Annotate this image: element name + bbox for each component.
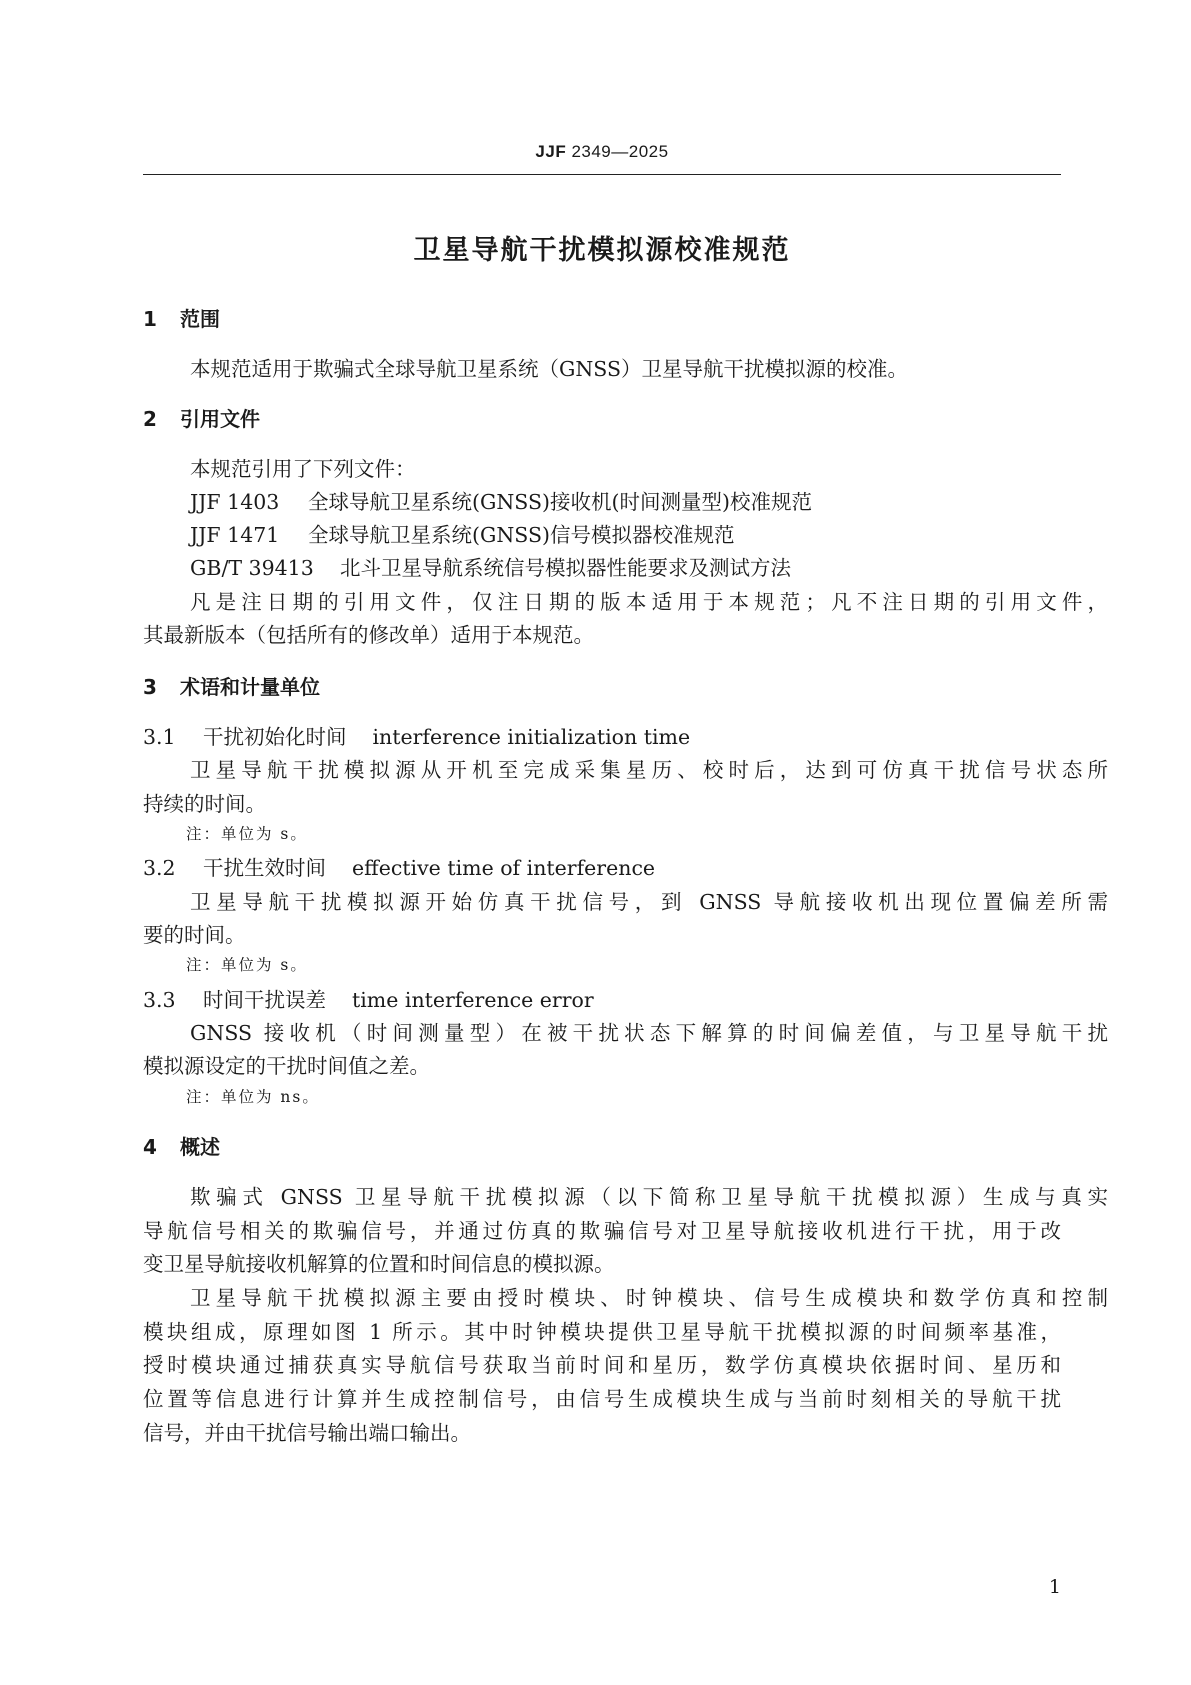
term-heading bbox=[143, 720, 1061, 750]
section-title: 引用文件 bbox=[180, 407, 260, 431]
header-code: JJF bbox=[535, 142, 567, 161]
term-definition-line: 卫星导航干扰模拟源开始仿真干扰信号，到 GNSS 导航接收机出现位置偏差所需 bbox=[190, 890, 1108, 914]
term-definition-line: GNSS 接收机（时间测量型）在被干扰状态下解算的时间偏差值，与卫星导航干扰 bbox=[190, 1021, 1108, 1045]
overview-paragraph-line: 欺骗式 GNSS 卫星导航干扰模拟源（以下简称卫星导航干扰模拟源）生成与真实 bbox=[190, 1185, 1108, 1209]
term-definition-line: 要的时间。 bbox=[143, 923, 246, 947]
reference-code: JJF 1471 bbox=[190, 523, 280, 547]
section-number: 4 bbox=[143, 1135, 157, 1159]
term-chinese: 干扰初始化时间 bbox=[203, 725, 347, 749]
reference-name: 全球导航卫星系统(GNSS)信号模拟器校准规范 bbox=[308, 523, 735, 547]
overview-paragraph-line: 信号，并由干扰信号输出端口输出。 bbox=[143, 1421, 471, 1445]
reference-item bbox=[143, 485, 1108, 515]
term-definition-line: 持续的时间。 bbox=[143, 792, 266, 816]
term-heading bbox=[143, 851, 1061, 881]
reference-name: 全球导航卫星系统(GNSS)接收机(时间测量型)校准规范 bbox=[308, 490, 813, 514]
header-rule bbox=[143, 174, 1061, 175]
section-number: 2 bbox=[143, 407, 157, 431]
overview-paragraph-line: 导航信号相关的欺骗信号，并通过仿真的欺骗信号对卫星导航接收机进行干扰，用于改 bbox=[143, 1219, 1061, 1243]
section-3-heading bbox=[143, 671, 320, 700]
header-number: 2349—2025 bbox=[571, 142, 669, 161]
section-1-text: 本规范适用于欺骗式全球导航卫星系统（GNSS）卫星导航干扰模拟源的校准。 bbox=[190, 357, 909, 381]
section-2-heading bbox=[143, 403, 260, 432]
overview-paragraph-line: 变卫星导航接收机解算的位置和时间信息的模拟源。 bbox=[143, 1252, 615, 1276]
term-definition-line: 模拟源设定的干扰时间值之差。 bbox=[143, 1054, 430, 1078]
term-number: 3.2 bbox=[143, 856, 176, 880]
section-title: 术语和计量单位 bbox=[180, 675, 320, 699]
overview-paragraph-line: 位置等信息进行计算并生成控制信号，由信号生成模块生成与当前时刻相关的导航干扰 bbox=[143, 1387, 1061, 1411]
term-number: 3.1 bbox=[143, 725, 176, 749]
references-paragraph-line: 凡是注日期的引用文件，仅注日期的版本适用于本规范；凡不注日期的引用文件， bbox=[190, 590, 1108, 614]
term-note: 注：单位为 s。 bbox=[186, 956, 308, 974]
section-number: 3 bbox=[143, 675, 157, 699]
reference-name: 北斗卫星导航系统信号模拟器性能要求及测试方法 bbox=[340, 556, 791, 580]
page-header bbox=[143, 142, 1061, 162]
section-title: 范围 bbox=[180, 307, 220, 331]
reference-item bbox=[143, 551, 1108, 581]
term-note: 注：单位为 ns。 bbox=[186, 1088, 320, 1106]
term-number: 3.3 bbox=[143, 988, 176, 1012]
term-english: interference initialization time bbox=[372, 725, 691, 749]
section-title: 概述 bbox=[180, 1135, 220, 1159]
reference-code: JJF 1403 bbox=[190, 490, 280, 514]
section-4-heading bbox=[143, 1131, 220, 1160]
term-chinese: 时间干扰误差 bbox=[203, 988, 326, 1012]
term-definition-line: 卫星导航干扰模拟源从开机至完成采集星历、校时后，达到可仿真干扰信号状态所 bbox=[190, 758, 1108, 782]
section-1-heading bbox=[143, 303, 220, 332]
reference-code: GB/T 39413 bbox=[190, 556, 314, 580]
term-note: 注：单位为 s。 bbox=[186, 825, 308, 843]
document-title: 卫星导航干扰模拟源校准规范 bbox=[413, 235, 791, 266]
page-number: 1 bbox=[1048, 1576, 1061, 1598]
section-number: 1 bbox=[143, 307, 157, 331]
references-paragraph-line: 其最新版本（包括所有的修改单）适用于本规范。 bbox=[143, 623, 594, 647]
term-english: time interference error bbox=[352, 988, 594, 1012]
overview-paragraph-line: 卫星导航干扰模拟源主要由授时模块、时钟模块、信号生成模块和数学仿真和控制 bbox=[190, 1286, 1108, 1310]
term-chinese: 干扰生效时间 bbox=[203, 856, 326, 880]
references-intro: 本规范引用了下列文件： bbox=[190, 457, 416, 481]
term-english: effective time of interference bbox=[352, 856, 656, 880]
term-heading bbox=[143, 983, 1061, 1013]
overview-paragraph-line: 授时模块通过捕获真实导航信号获取当前时间和星历，数学仿真模块依据时间、星历和 bbox=[143, 1353, 1061, 1377]
overview-paragraph-line: 模块组成，原理如图 1 所示。其中时钟模块提供卫星导航干扰模拟源的时间频率基准， bbox=[143, 1320, 1061, 1344]
reference-item bbox=[143, 518, 1108, 548]
